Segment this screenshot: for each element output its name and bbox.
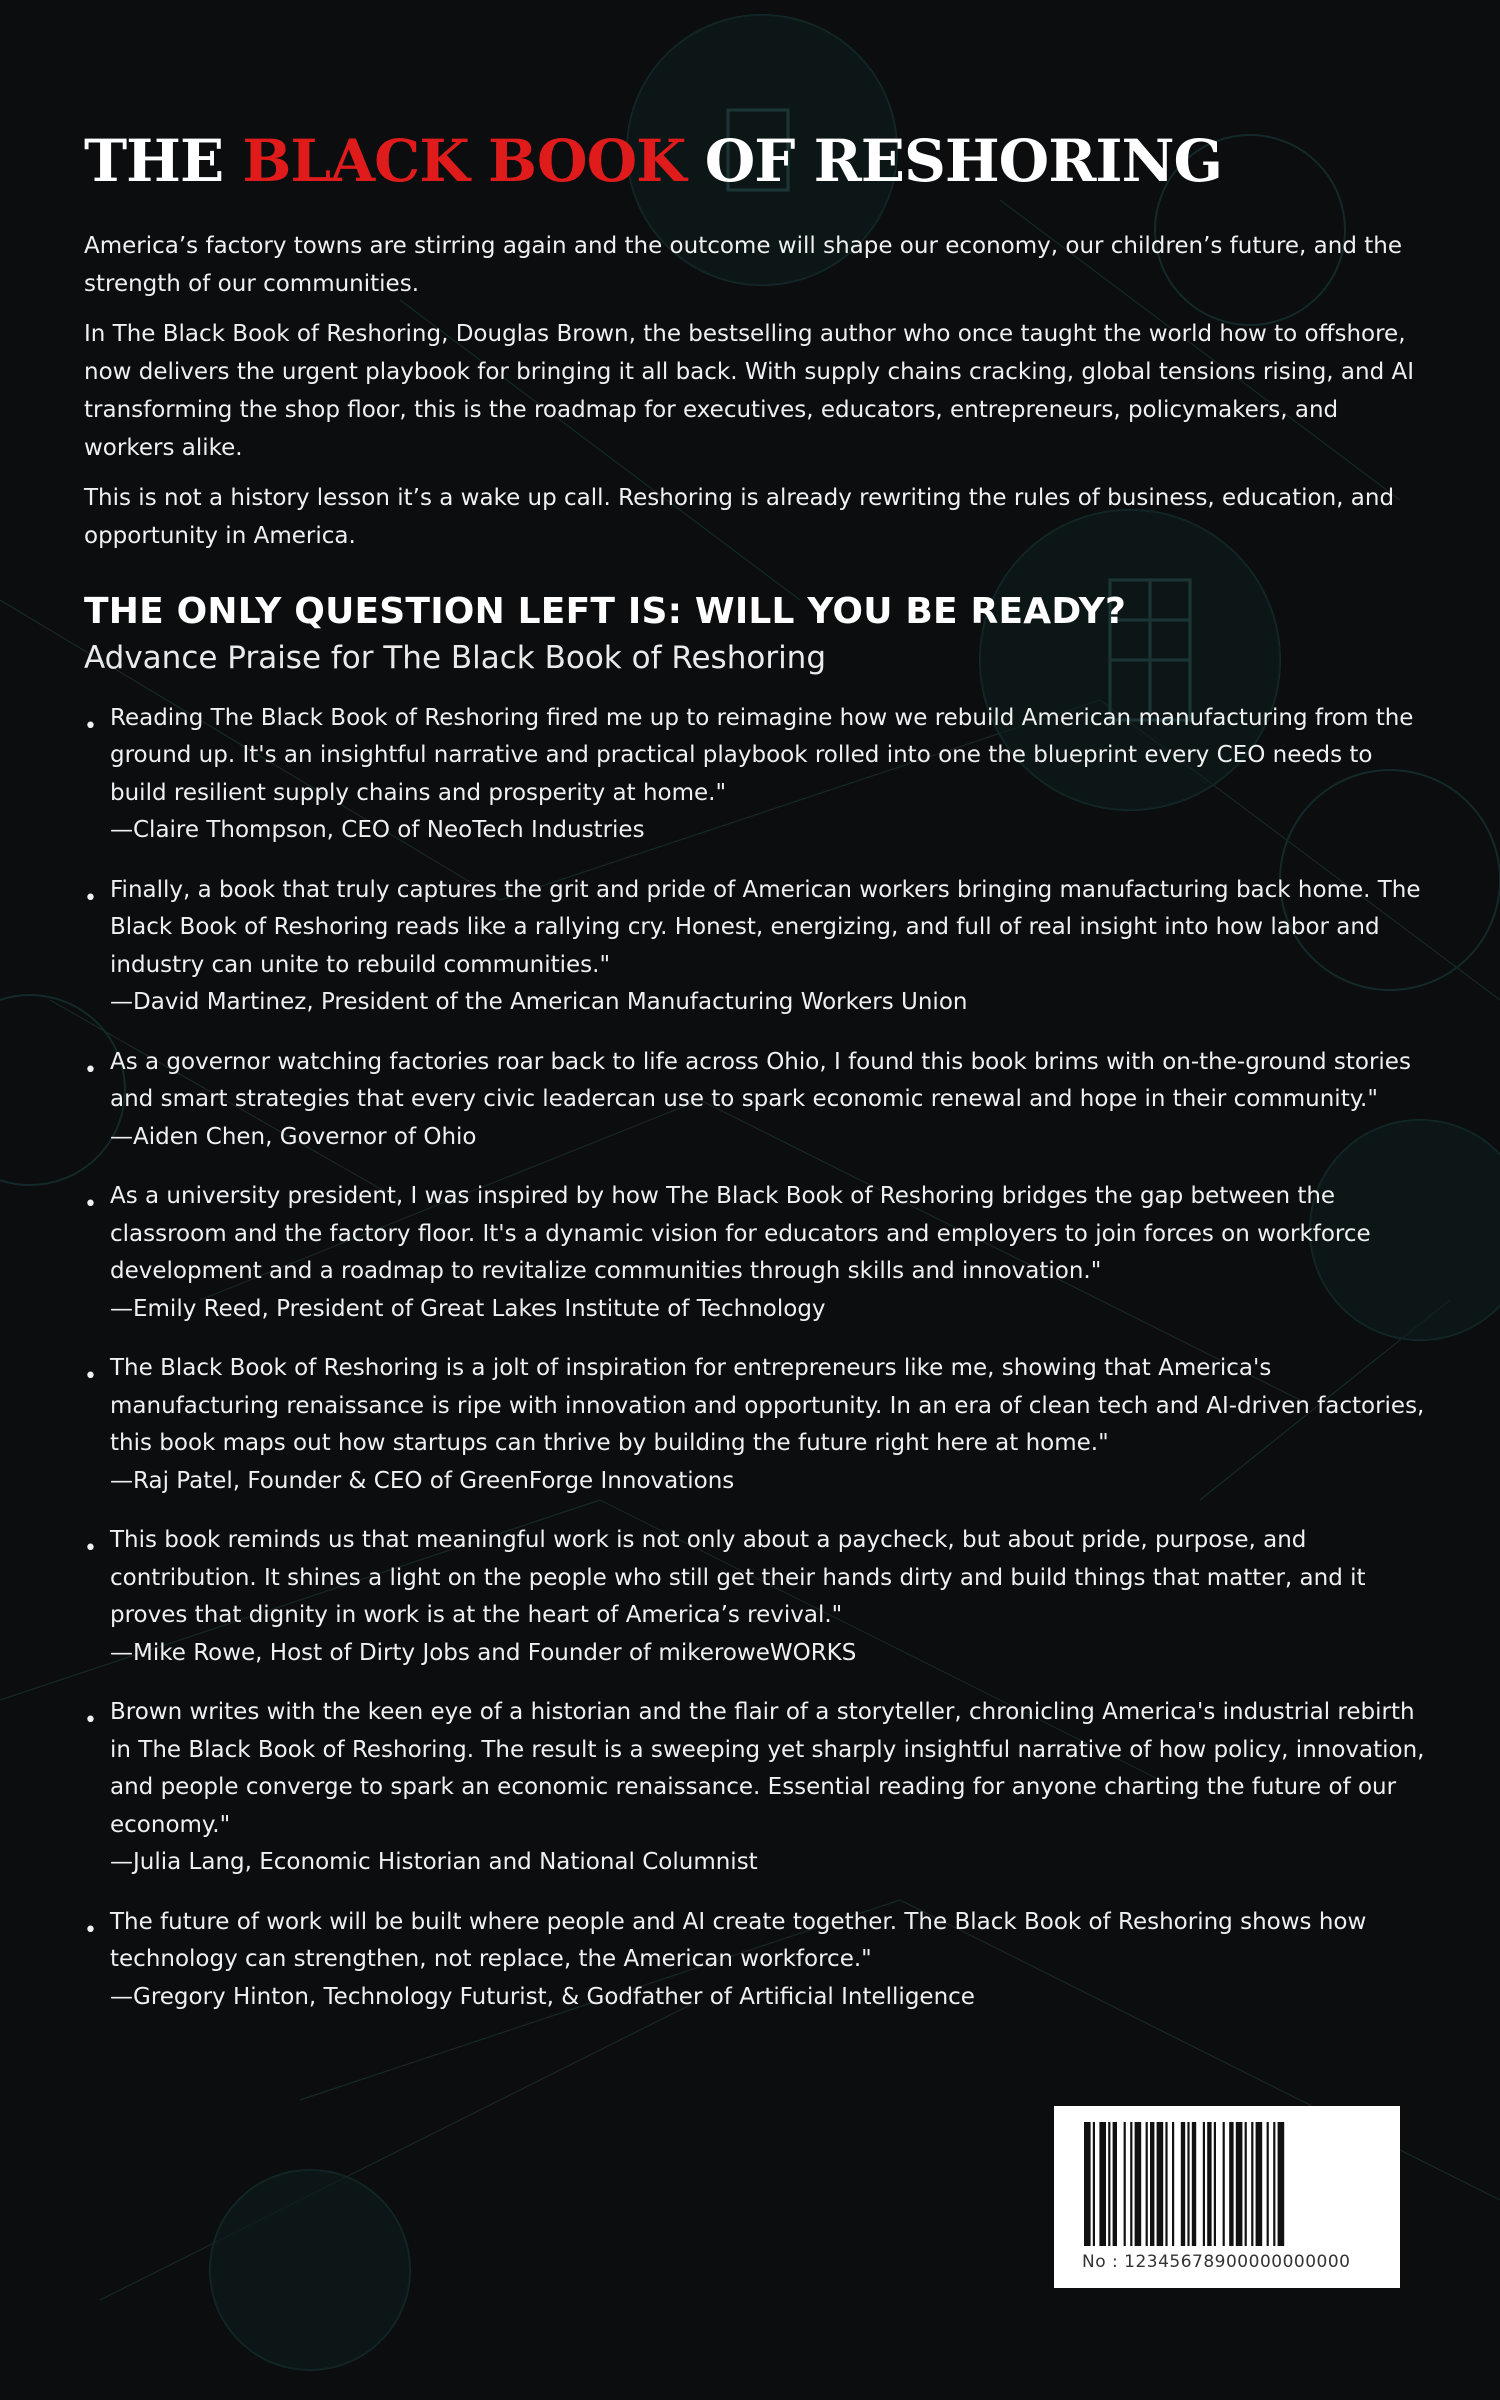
barcode-bar (1214, 2122, 1216, 2246)
barcode-bar (1267, 2122, 1269, 2246)
praise-quote: Brown writes with the keen eye of a historian and the flair of a storyteller, chronicling America's industrial rebirth in The Black Book of Reshoring. The result is a sweeping yet sharply insightful narrative of how policy, innovation, and people converge to spark an economic renaissance. Essential reading for anyone charting the future of our economy." (110, 1699, 1425, 1838)
barcode-bar (1099, 2122, 1106, 2246)
barcode-bar (1157, 2122, 1164, 2246)
question-heading: THE ONLY QUESTION LEFT IS: WILL YOU BE READY? (84, 590, 1127, 632)
praise-quote: This book reminds us that meaningful work is not only about a paycheck, but about pride, purpose, and contribution. It shines a light on the people who still get their hands dirty and build things that matter, and it proves that dignity in work is at the heart of America’s revival." (110, 1527, 1366, 1629)
praise-heading: Advance Praise for The Black Book of Reshoring (84, 639, 827, 676)
barcode-bar (1278, 2122, 1285, 2246)
praise-quote: As a university president, I was inspired by how The Black Book of Reshoring bridges the gap between the classroom and the factory floor. It's a dynamic vision for educators and employers to join forces on workforce development and a roadmap to revitalize communities through skills and innovation." (110, 1183, 1371, 1285)
praise-item (84, 1044, 1430, 1157)
barcode-bar (1273, 2122, 1275, 2246)
praise-item (84, 1178, 1430, 1328)
praise-quote: Reading The Black Book of Reshoring fired me up to reimagine how we rebuild American manufacturing from the ground up. It's an insightful narrative and practical playbook rolled into one the blueprint every CEO needs to build resilient supply chains and prosperity at home." (110, 704, 1414, 806)
barcode-bar (1113, 2122, 1117, 2246)
praise-attribution: —Aiden Chen, Governor of Ohio (110, 1123, 477, 1150)
intro-paragraph: America’s factory towns are stirring again and the outcome will shape our economy, our children’s future, and the strength of our communities. (84, 232, 1402, 297)
barcode (1054, 2106, 1400, 2288)
barcode-bar (1172, 2122, 1174, 2246)
praise-item (84, 1694, 1430, 1882)
barcode-bar (1192, 2122, 1196, 2246)
barcode-bar (1207, 2122, 1211, 2246)
back-cover-content (84, 128, 1430, 2038)
barcode-bar (1256, 2122, 1263, 2246)
bullet-icon: • (84, 1192, 97, 1218)
intro-section (84, 227, 1430, 555)
barcode-bars (1084, 2122, 1370, 2246)
barcode-bar (1146, 2122, 1148, 2246)
praise-item (84, 1904, 1430, 2017)
praise-attribution: —Gregory Hinton, Technology Futurist, & Godfather of Artificial Intelligence (110, 1983, 975, 2010)
title-part-2: OF RESHORING (685, 127, 1223, 195)
barcode-bar (1236, 2122, 1243, 2246)
praise-attribution: —Claire Thompson, CEO of NeoTech Industries (110, 817, 645, 844)
barcode-number: No : 12345678900000000000 (1082, 2252, 1351, 2272)
praise-quote: Finally, a book that truly captures the grit and pride of American workers bringing manufacturing back home. The Black Book of Reshoring reads like a rallying cry. Honest, energizing, and full of real insight into how labor and industry can unite to rebuild communities." (110, 876, 1421, 978)
intro-paragraph: This is not a history lesson it’s a wake up call. Reshoring is already rewriting the rules of business, education, and opportunity in America. (84, 484, 1395, 549)
bullet-icon: • (84, 1364, 97, 1390)
bullet-icon: • (84, 1536, 97, 1562)
barcode-bar (1223, 2122, 1225, 2246)
barcode-bar (1229, 2122, 1233, 2246)
praise-attribution: —David Martinez, President of the American Manufacturing Workers Union (110, 989, 968, 1016)
praise-item (84, 1350, 1430, 1500)
barcode-bar (1135, 2122, 1142, 2246)
barcode-bar (1093, 2122, 1095, 2246)
praise-item (84, 1522, 1430, 1672)
barcode-bar (1108, 2122, 1110, 2246)
barcode-bar (1150, 2122, 1154, 2246)
praise-attribution: —Julia Lang, Economic Historian and National Columnist (110, 1849, 758, 1876)
praise-attribution: —Raj Patel, Founder & CEO of GreenForge Innovations (110, 1467, 735, 1494)
barcode-bar (1130, 2122, 1132, 2246)
praise-list (84, 700, 1430, 2017)
intro-paragraph: In The Black Book of Reshoring, Douglas Brown, the bestselling author who once taught the world how to offshore, now delivers the urgent playbook for bringing it all back. With supply chains cracking, global tensions rising, and AI transforming the shop floor, this is the roadmap for executives, educators, entrepreneurs, policymakers, and workers alike. (84, 320, 1415, 461)
praise-quote: The Black Book of Reshoring is a jolt of inspiration for entrepreneurs like me, showing that America's manufacturing renaissance is ripe with innovation and opportunity. In an era of clean tech and AI-driven factories, this book maps out how startups can thrive by building the future right here at home." (110, 1355, 1425, 1457)
barcode-bar (1124, 2122, 1126, 2246)
barcode-bar (1084, 2122, 1091, 2246)
barcode-bar (1165, 2122, 1167, 2246)
title-accent: BLACK BOOK (242, 127, 686, 195)
praise-attribution: —Emily Reed, President of Great Lakes Institute of Technology (110, 1295, 826, 1322)
bullet-icon: • (84, 1917, 97, 1943)
bullet-icon: • (84, 885, 97, 911)
book-title (84, 128, 1430, 195)
praise-quote: The future of work will be built where people and AI create together. The Black Book of Reshoring shows how technology can strengthen, not replace, the American workforce." (110, 1908, 1367, 1973)
barcode-bar (1251, 2122, 1253, 2246)
barcode-bar (1203, 2122, 1205, 2246)
bullet-icon: • (84, 1708, 97, 1734)
barcode-bar (1181, 2122, 1185, 2246)
praise-item (84, 872, 1430, 1022)
praise-item (84, 700, 1430, 850)
bullet-icon: • (84, 713, 97, 739)
barcode-bar (1187, 2122, 1189, 2246)
bullet-icon: • (84, 1057, 97, 1083)
praise-attribution: —Mike Rowe, Host of Dirty Jobs and Founder of mikeroweWORKS (110, 1639, 857, 1666)
barcode-bar (1245, 2122, 1247, 2246)
praise-quote: As a governor watching factories roar back to life across Ohio, I found this book brims with on-the-ground stories and smart strategies that every civic leadercan use to spark economic renewal and hope in their community." (110, 1048, 1411, 1113)
title-part-1: THE (84, 127, 243, 195)
